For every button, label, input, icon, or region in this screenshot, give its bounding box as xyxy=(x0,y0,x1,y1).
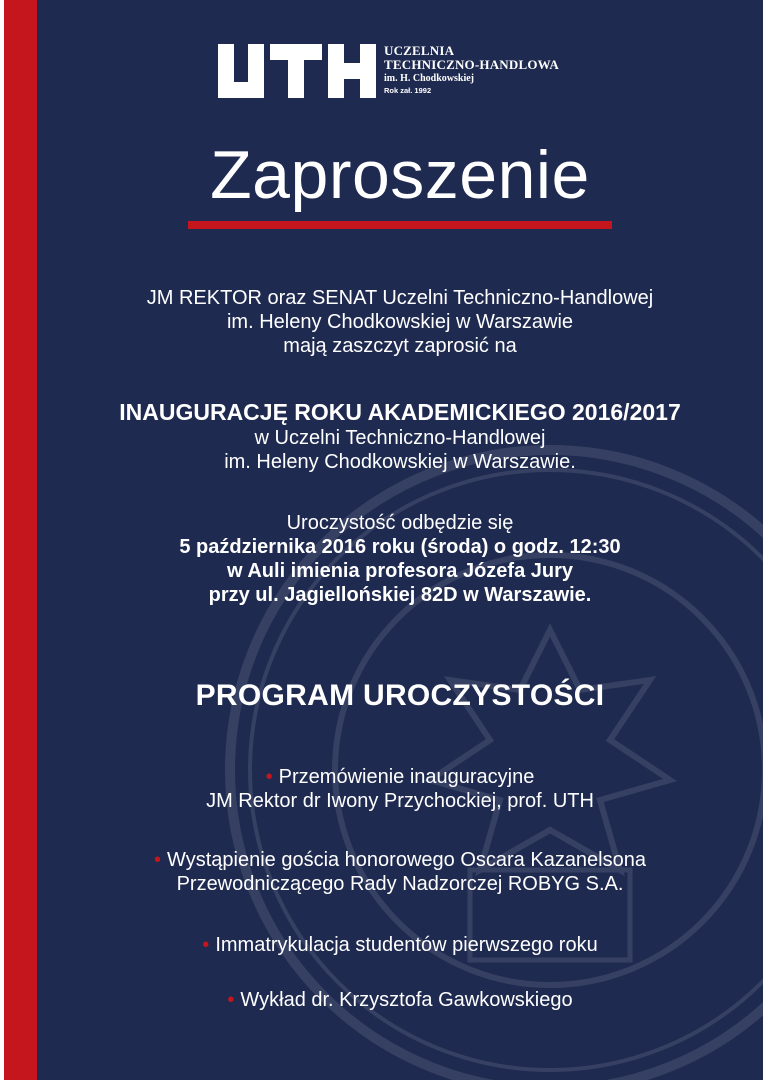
bullet-icon: • xyxy=(202,934,210,956)
details-address: przy ul. Jagiellońskiej 82D w Warszawie. xyxy=(208,584,592,606)
uth-logo-mark xyxy=(218,44,378,98)
details-lead: Uroczystość odbędzie się xyxy=(286,512,514,534)
intro-line: im. Heleny Chodkowskiej w Warszawie xyxy=(226,311,574,333)
logo-line-techniczno: TECHNICZNO-HANDLOWA xyxy=(384,57,559,72)
program-item-text: Wykład dr. Krzysztofa Gawkowskiego xyxy=(240,989,573,1011)
event-headline: INAUGURACJĘ ROKU AKADEMICKIEGO 2016/2017 xyxy=(119,399,681,425)
details-date: 5 października 2016 roku (środa) o godz. 12:30 xyxy=(179,536,621,558)
logo-line-patron: im. H. Chodkowskiej xyxy=(384,73,475,84)
program-item-subtext: Przewodniczącego Rady Nadzorczej ROBYG S.A. xyxy=(176,873,624,895)
intro-text xyxy=(37,286,763,358)
bullet-icon: • xyxy=(153,849,161,871)
program-item-text: Przemówienie inauguracyjne xyxy=(278,766,535,788)
program-item xyxy=(37,933,763,957)
logo-line-uczelnia: UCZELNIA xyxy=(384,43,455,58)
bullet-icon: • xyxy=(265,766,273,788)
bullet-icon: • xyxy=(227,989,235,1011)
event-line: im. Heleny Chodkowskiej w Warszawie. xyxy=(224,451,576,473)
intro-line: JM REKTOR oraz SENAT Uczelni Techniczno-Handlowej xyxy=(146,287,654,309)
intro-line: mają zaszczyt zaprosić na xyxy=(283,335,517,357)
program-item xyxy=(37,848,763,896)
event-block xyxy=(37,398,763,474)
logo-wordmark xyxy=(384,44,624,96)
title-underline xyxy=(188,221,612,229)
program-item xyxy=(37,988,763,1012)
details-place: w Auli imienia profesora Józefa Jury xyxy=(226,560,574,582)
program-item-text: Immatrykulacja studentów pierwszego roku xyxy=(215,934,598,956)
event-details xyxy=(37,511,763,607)
program-item xyxy=(37,765,763,813)
program-item-text: Wystąpienie gościa honorowego Oscara Kazanelsona xyxy=(167,849,646,871)
program-item-subtext: JM Rektor dr Iwony Przychockiej, prof. UTH xyxy=(206,790,594,812)
page-title: Zaproszenie xyxy=(210,137,590,213)
logo-line-founded: Rok zał. 1992 xyxy=(384,86,432,95)
red-side-stripe xyxy=(4,0,37,1080)
event-line: w Uczelni Techniczno-Handlowej xyxy=(254,427,546,449)
program-heading: PROGRAM UROCZYSTOŚCI xyxy=(195,679,605,712)
